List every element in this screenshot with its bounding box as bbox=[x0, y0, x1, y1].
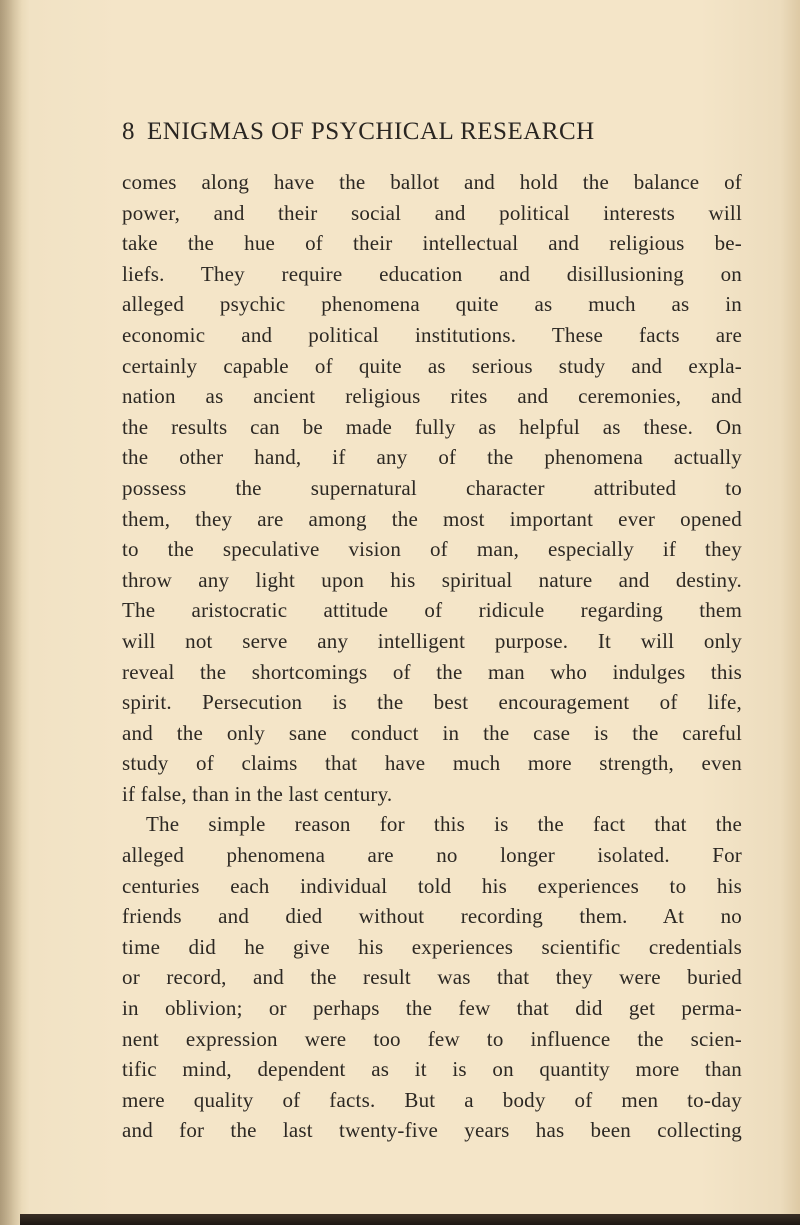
text-line: alleged phenomena are no longer isolated. For bbox=[122, 843, 742, 868]
text-line: the other hand, if any of the phenomena actually bbox=[122, 445, 742, 470]
text-line: friends and died without recording them. At no bbox=[122, 904, 742, 929]
running-head-title: ENIGMAS OF PSYCHICAL RESEARCH bbox=[147, 118, 595, 145]
spine-shadow bbox=[0, 0, 22, 1225]
text-line: centuries each individual told his experiences to his bbox=[122, 873, 742, 898]
text-line: and the only sane conduct in the case is the careful bbox=[122, 720, 742, 745]
text-line: study of claims that have much more strength, even bbox=[122, 751, 742, 776]
text-line: will not serve any intelligent purpose. It will only bbox=[122, 628, 742, 653]
text-line: liefs. They require education and disillusioning on bbox=[122, 261, 742, 286]
text-line: mere quality of facts. But a body of men to-day bbox=[122, 1087, 742, 1112]
text-line: in oblivion; or perhaps the few that did get perma- bbox=[122, 996, 742, 1021]
text-line: tific mind, dependent as it is on quantity more than bbox=[122, 1057, 742, 1082]
text-line: reveal the shortcomings of the man who indulges this bbox=[122, 659, 742, 684]
text-line: comes along have the ballot and hold the balance of bbox=[122, 170, 742, 194]
running-head bbox=[122, 118, 742, 146]
text-line: nent expression were too few to influence the scien- bbox=[122, 1026, 742, 1051]
body-text bbox=[122, 167, 742, 1146]
text-line: and for the last twenty-five years has been collecting bbox=[122, 1118, 742, 1143]
text-line: alleged psychic phenomena quite as much as in bbox=[122, 292, 742, 317]
page-bottom-edge bbox=[20, 1214, 800, 1225]
text-line-paragraph-start: The simple reason for this is the fact that the bbox=[146, 812, 742, 837]
text-line: throw any light upon his spiritual nature and destiny. bbox=[122, 567, 742, 592]
text-line: take the hue of their intellectual and religious be- bbox=[122, 231, 742, 256]
text-line: the results can be made fully as helpful as these. On bbox=[122, 414, 742, 439]
text-line: economic and political institutions. These facts are bbox=[122, 322, 742, 347]
text-line: nation as ancient religious rites and ceremonies, and bbox=[122, 384, 742, 409]
text-line: possess the supernatural character attributed to bbox=[122, 475, 742, 500]
text-line: to the speculative vision of man, especially if they bbox=[122, 537, 742, 562]
text-line: them, they are among the most important ever opened bbox=[122, 506, 742, 531]
text-line: certainly capable of quite as serious study and expla- bbox=[122, 353, 742, 378]
text-line-paragraph-end: if false, than in the last century. bbox=[122, 781, 393, 806]
text-line: power, and their social and political interests will bbox=[122, 200, 742, 225]
text-line: or record, and the result was that they were buried bbox=[122, 965, 742, 990]
page-number: 8 bbox=[122, 118, 135, 145]
text-line: time did he give his experiences scientific credentials bbox=[122, 934, 742, 959]
text-line: The aristocratic attitude of ridicule regarding them bbox=[122, 598, 742, 623]
text-line: spirit. Persecution is the best encouragement of life, bbox=[122, 690, 742, 715]
